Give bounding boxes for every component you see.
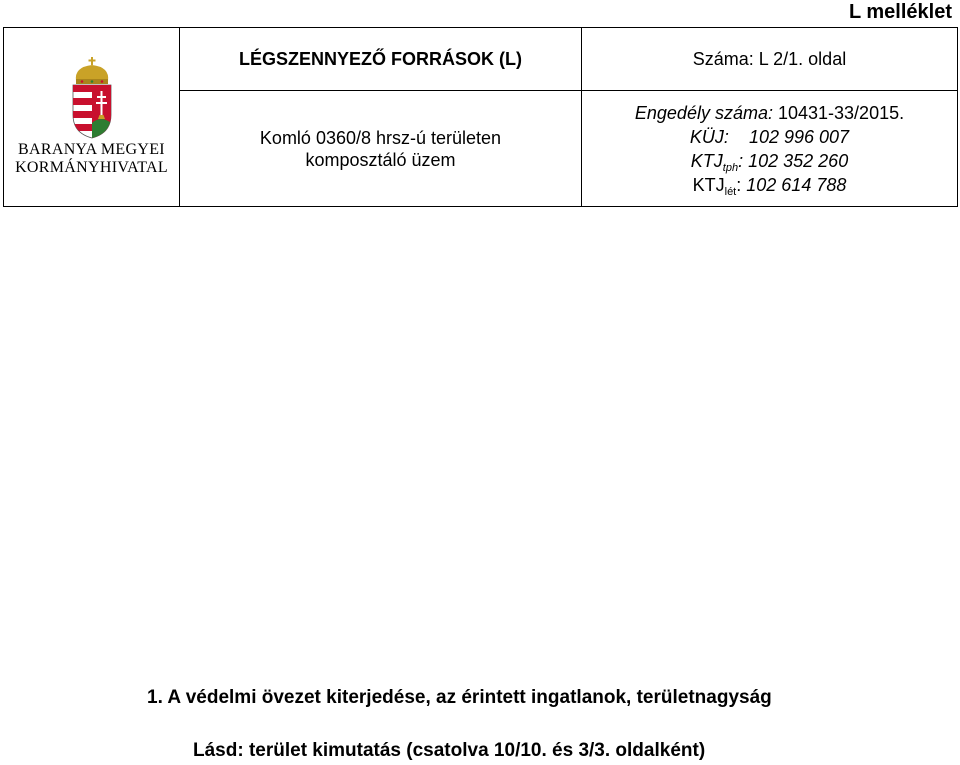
logo-line-2: KORMÁNYHIVATAL bbox=[15, 159, 168, 176]
ktj-let-value: 102 614 788 bbox=[746, 174, 847, 195]
section-heading: 1. A védelmi övezet kiterjedése, az érintett ingatlanok, területnagyság bbox=[147, 687, 772, 708]
kuj-row bbox=[582, 125, 957, 149]
ktj-tph-row: $KTJ_{tph}$: 102 352 260 bbox=[690, 150, 849, 174]
ktj-let-subscript: lét bbox=[724, 185, 737, 198]
coat-of-arms-icon bbox=[68, 57, 116, 139]
permit-number-row bbox=[582, 101, 957, 125]
document-header bbox=[3, 27, 958, 207]
logo-line-1: BARANYA MEGYEI bbox=[18, 141, 165, 158]
logo-cell bbox=[4, 28, 180, 207]
site-description bbox=[180, 91, 582, 207]
government-office-logo bbox=[4, 57, 179, 177]
ktj-tph-value: 102 352 260 bbox=[748, 150, 849, 171]
permit-number-label: Engedély száma: bbox=[634, 102, 773, 123]
site-line-2: komposztáló üzem bbox=[305, 149, 456, 170]
kuj-label: KÜJ: bbox=[689, 126, 729, 147]
permit-details bbox=[582, 91, 958, 207]
ktj-let-label: KTJ bbox=[692, 174, 725, 195]
kuj-value: 102 996 007 bbox=[748, 126, 850, 147]
ktj-tph-subscript: tph bbox=[722, 161, 739, 174]
page-number: Száma: L 2/1. oldal bbox=[582, 28, 958, 91]
site-line-1: Komló 0360/8 hrsz-ú területen bbox=[259, 127, 502, 148]
section-body-text: Lásd: terület kimutatás (csatolva 10/10. és 3/3. oldalként) bbox=[193, 740, 706, 761]
document-title: LÉGSZENNYEZŐ FORRÁSOK (L) bbox=[180, 28, 582, 91]
permit-number-value: 10431-33/2015. bbox=[777, 102, 905, 123]
ktj-tph-label: KTJ bbox=[690, 150, 723, 171]
ktj-let-row: $KTJ_{lét}$: 102 614 788 bbox=[692, 174, 847, 198]
annex-label: L melléklet bbox=[848, 1, 952, 23]
